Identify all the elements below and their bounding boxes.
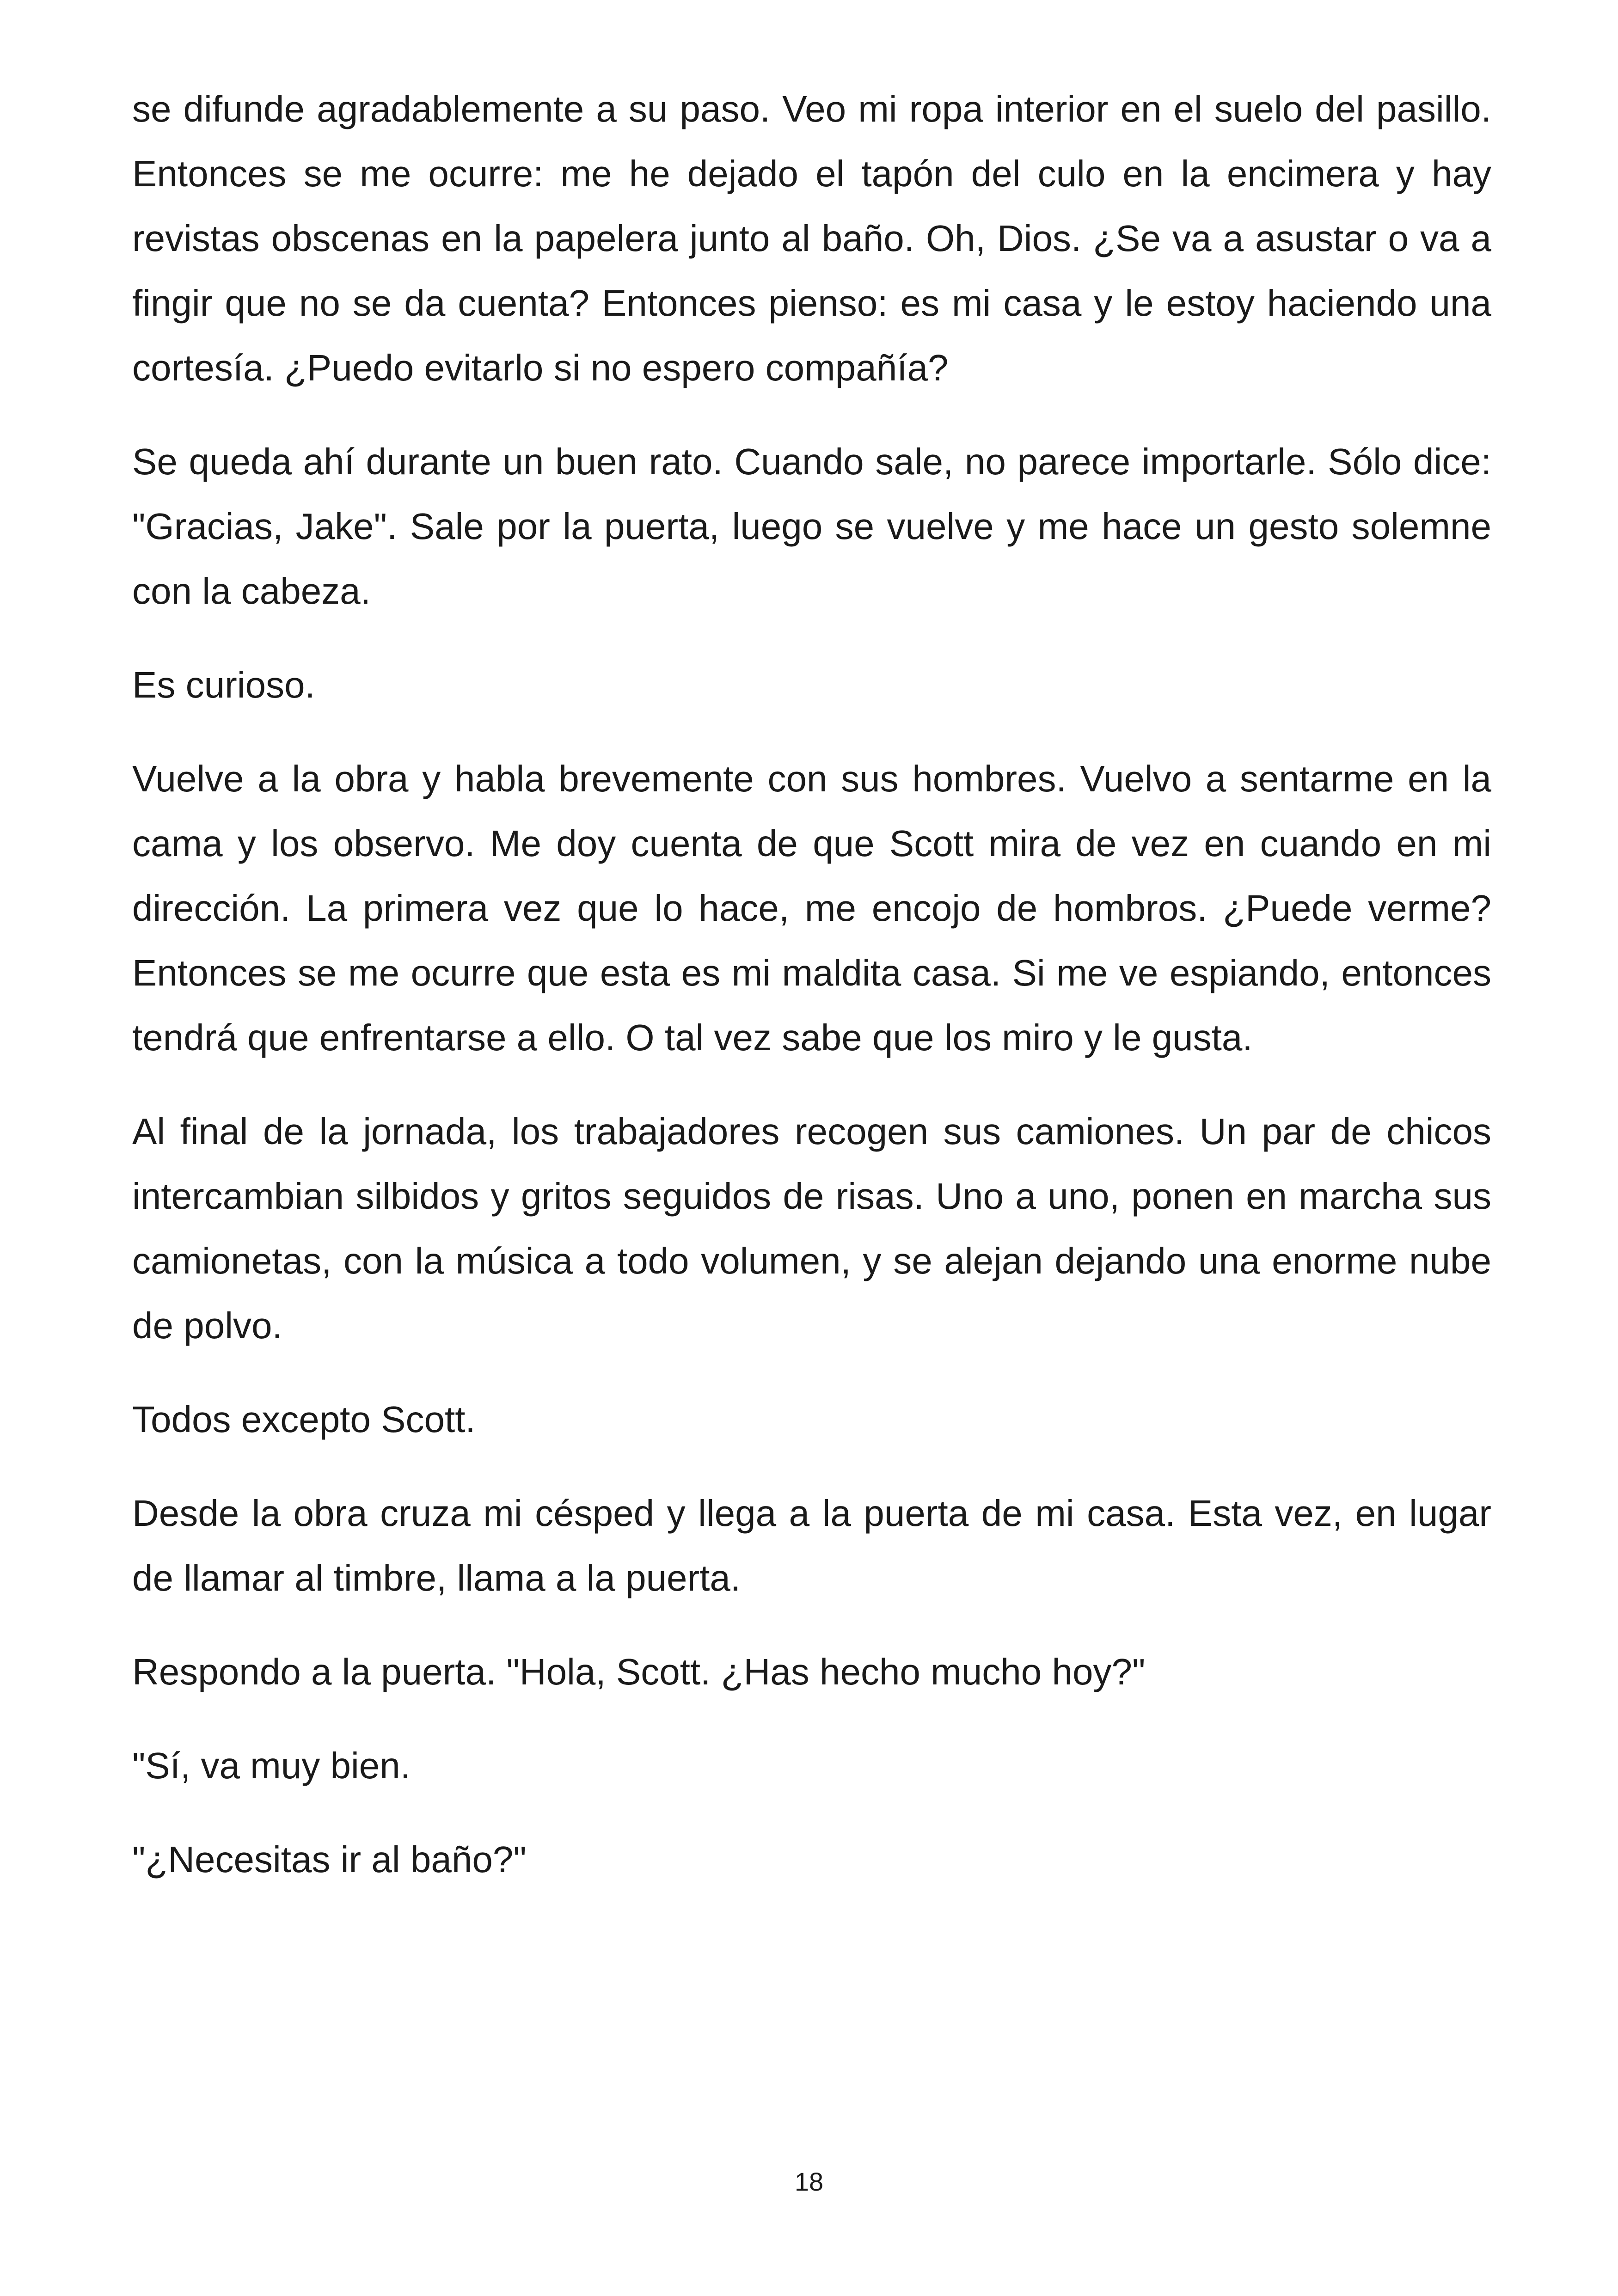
page-number: 18	[794, 2167, 824, 2196]
paragraph: se difunde agradablemente a su paso. Veo mi ropa interior en el suelo del pasillo. Entonces se me ocurre: me he dejado el tapón del culo en la encimera y hay revistas obscenas en la papelera junto al baño. Oh, Dios. ¿Se va a asustar o va a fingir que no se da cuenta? Entonces pienso: es mi casa y le estoy haciendo una cortesía. ¿Puedo evitarlo si no espero compañía?	[132, 88, 1491, 388]
paragraph: "Sí, va muy bien.	[132, 1745, 411, 1786]
paragraph: Es curioso.	[132, 664, 315, 705]
paragraph: "¿Necesitas ir al baño?"	[132, 1839, 527, 1880]
paragraph: Respondo a la puerta. "Hola, Scott. ¿Has hecho mucho hoy?"	[132, 1651, 1146, 1692]
paragraph: Desde la obra cruza mi césped y llega a la puerta de mi casa. Esta vez, en lugar de llamar al timbre, llama a la puerta.	[132, 1493, 1491, 1598]
paragraph: Al final de la jornada, los trabajadores recogen sus camiones. Un par de chicos intercambian silbidos y gritos seguidos de risas. Uno a uno, ponen en marcha sus camionetas, con la música a todo volumen, y se alejan dejando una enorme nube de polvo.	[132, 1111, 1491, 1346]
paragraph: Todos excepto Scott.	[132, 1399, 476, 1440]
paragraph: Se queda ahí durante un buen rato. Cuando sale, no parece importarle. Sólo dice: "Gracias, Jake". Sale por la puerta, luego se vuelve y me hace un gesto solemne con la cabeza.	[132, 441, 1491, 612]
body-text	[132, 77, 1491, 1921]
paragraph: Vuelve a la obra y habla brevemente con sus hombres. Vuelvo a sentarme en la cama y los observo. Me doy cuenta de que Scott mira de vez en cuando en mi dirección. La primera vez que lo hace, me encojo de hombros. ¿Puede verme? Entonces se me ocurre que esta es mi maldita casa. Si me ve espiando, entonces tendrá que enfrentarse a ello. O tal vez sabe que los miro y le gusta.	[132, 758, 1491, 1058]
